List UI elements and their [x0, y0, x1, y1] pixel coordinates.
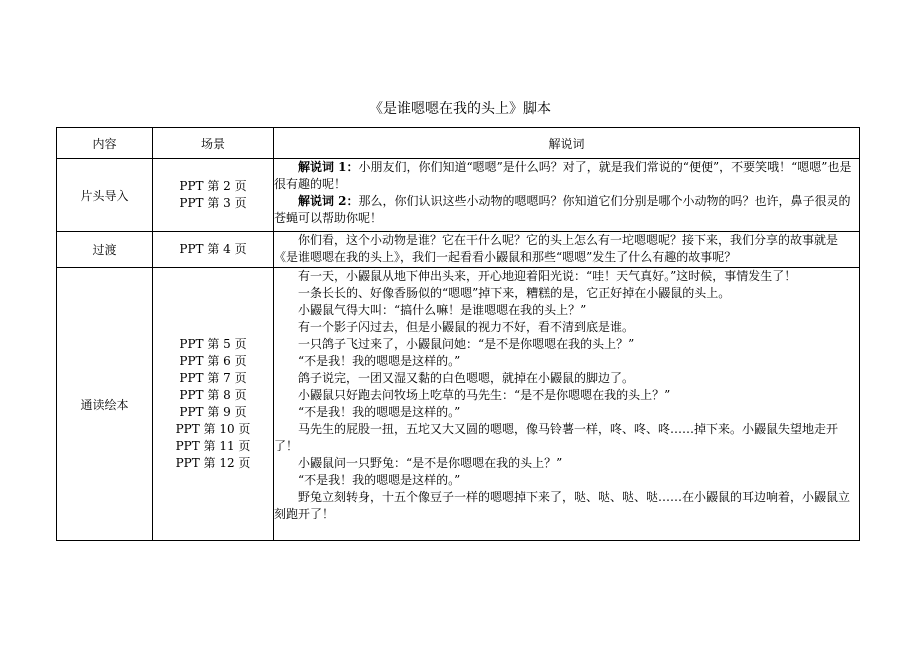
narration-cell — [274, 268, 860, 541]
narration-cell — [274, 232, 860, 268]
narration-text: “不是我！我的嗯嗯是这样的。” — [298, 354, 461, 368]
narration-text: 小朋友们，你们知道“嗯嗯”是什么吗？对了，就是我们常说的“便便”，不要笑哦！“嗯嗯”也是很有趣的呢！ — [274, 160, 852, 191]
narration-paragraph — [274, 285, 859, 302]
narration-text: 小鼹鼠问一只野兔：“是不是你嗯嗯在我的头上？” — [298, 456, 563, 470]
narration-paragraph — [274, 232, 859, 266]
narration-cell — [274, 159, 860, 232]
header-row — [57, 128, 860, 159]
scene-page: PPT 第 5 页 — [179, 337, 247, 351]
narration-paragraph — [274, 193, 859, 227]
narration-text: 那么，你们认识这些小动物的嗯嗯吗？你知道它们分别是哪个小动物的吗？也许，鼻子很灵的苍蝇可以帮助你呢！ — [274, 194, 851, 225]
narration-paragraph — [274, 404, 859, 421]
row-label: 通读绘本 — [57, 268, 153, 541]
row-label: 过渡 — [57, 232, 153, 268]
narration-text: “不是我！我的嗯嗯是这样的。” — [298, 473, 461, 487]
narration-paragraph — [274, 370, 859, 387]
narration-paragraph — [274, 353, 859, 370]
table-row — [57, 268, 860, 541]
narration-text: 马先生的屁股一扭，五坨又大又圆的嗯嗯，像马铃薯一样，咚、咚、咚……掉下来。小鼹鼠失望地走开了！ — [274, 422, 839, 453]
row-label: 片头导入 — [57, 159, 153, 232]
narration-text: 有一天，小鼹鼠从地下伸出头来，开心地迎着阳光说：“哇！天气真好。”这时候，事情发生了！ — [298, 269, 797, 283]
page-title: 《是谁嗯嗯在我的头上》脚本 — [369, 101, 551, 117]
narration-text: “不是我！我的嗯嗯是这样的。” — [298, 405, 461, 419]
header-narration: 解说词 — [274, 128, 860, 159]
narration-paragraph — [274, 421, 859, 455]
narration-text: 一条长长的、好像香肠似的“嗯嗯”掉下来，糟糕的是，它正好掉在小鼹鼠的头上。 — [298, 286, 731, 300]
narration-lead: 解说词 1： — [298, 160, 359, 174]
narration-paragraph — [274, 455, 859, 472]
scene-cell — [153, 232, 274, 268]
scene-page: PPT 第 4 页 — [179, 242, 247, 256]
narration-paragraph — [274, 387, 859, 404]
narration-paragraph — [274, 472, 859, 489]
narration-paragraph — [274, 489, 859, 523]
narration-paragraph — [274, 302, 859, 319]
scene-page: PPT 第 3 页 — [179, 196, 247, 210]
scene-page: PPT 第 7 页 — [179, 371, 247, 385]
scene-page: PPT 第 8 页 — [179, 388, 247, 402]
narration-text: 小鼹鼠只好跑去问牧场上吃草的马先生：“是不是你嗯嗯在我的头上？” — [298, 388, 671, 402]
scene-page: PPT 第 10 页 — [175, 422, 251, 436]
narration-text: 野兔立刻转身，十五个像豆子一样的嗯嗯掉下来了，哒、哒、哒、哒……在小鼹鼠的耳边响着，小鼹鼠立刻跑开了！ — [274, 490, 851, 521]
narration-text: 鸽子说完，一团又湿又黏的白色嗯嗯，就掉在小鼹鼠的脚边了。 — [298, 371, 635, 385]
scene-page: PPT 第 12 页 — [175, 456, 251, 470]
narration-paragraph — [274, 268, 859, 285]
narration-text: 有一个影子闪过去，但是小鼹鼠的视力不好，看不清到底是谁。 — [298, 320, 635, 334]
scene-cell — [153, 159, 274, 232]
scene-cell — [153, 268, 274, 541]
table-row — [57, 232, 860, 268]
narration-text: 小鼹鼠气得大叫：“搞什么嘛！是谁嗯嗯在我的头上？” — [298, 303, 587, 317]
scene-page: PPT 第 11 页 — [175, 439, 251, 453]
narration-text: 你们看，这个小动物是谁？它在干什么呢？它的头上怎么有一坨嗯嗯呢？接下来，我们分享的故事就是《是谁嗯嗯在我的头上》，我们一起看看小鼹鼠和那些“嗯嗯”发生了什么有趣的故事呢？ — [274, 233, 839, 264]
narration-paragraph — [274, 319, 859, 336]
script-table — [56, 127, 860, 541]
narration-paragraph — [274, 159, 859, 193]
scene-page: PPT 第 6 页 — [179, 354, 247, 368]
scene-page: PPT 第 2 页 — [179, 179, 247, 193]
scene-page: PPT 第 9 页 — [179, 405, 247, 419]
header-scene: 场景 — [153, 128, 274, 159]
narration-lead: 解说词 2： — [298, 194, 359, 208]
header-content: 内容 — [57, 128, 153, 159]
table-row — [57, 159, 860, 232]
narration-paragraph — [274, 336, 859, 353]
narration-text: 一只鸽子飞过来了，小鼹鼠问她：“是不是你嗯嗯在我的头上？” — [298, 337, 635, 351]
